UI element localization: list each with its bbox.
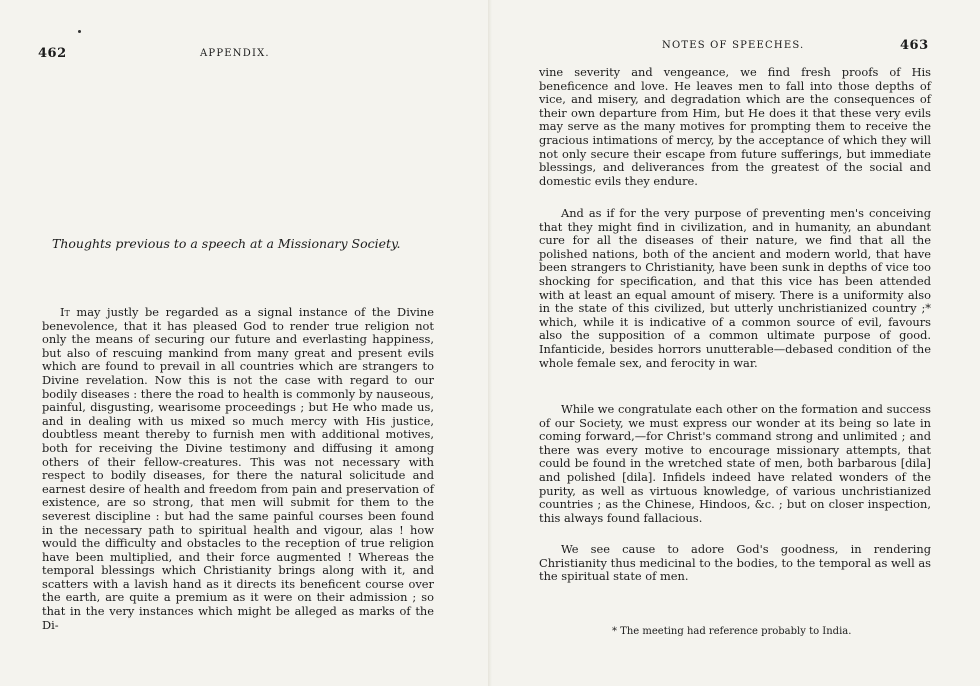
left-body-text: may justly be regarded as a signal instance of the Divine benevolence, that it has pleased God to render true religion not only the means of securing our future and everlasting happiness, but also of rescuing mankind from many great and present evils which are found to prevail in all countries which are strangers to Divine revelation. Now this is not the case with regard to our bodily diseases : there the road to health is commonly by nauseous, painful, disgusting, wearisome proceedings ; but He who made us, and in dealing with us mixed so much mercy with His justice, doubtless meant thereby to furnish men with additional motives, both for receiving the Divine testimony and diffusing it among others of their fellow-creatures. This was not necessary with respect to bodily diseases, for there the natural solicitude and earnest desire of health and freedom from pain and preservation of existence, are so strong, that men will submit for them to the severest discipline : but had the same painful courses been found in the necessary path to spiritual health and vigour, alas ! how would the difficulty and obstacles to the reception of true religion have been multiplied, and their force augmented ! Whereas the temporal blessings which Christianity brings along with it, and scatters with a lavish hand as it directs its beneficent course over the earth, are quite a premium as it were on their admission ; so that in the very instances which might be alleged as marks of the Di- — [42, 305, 434, 632]
right-page-number: 463 — [900, 38, 929, 53]
left-running-head: APPENDIX. — [200, 48, 270, 59]
right-paragraph-1: vine severity and vengeance, we find fresh proofs of His beneficence and love. He leaves men to fall into those depths of vice, and misery, and degradation which are the consequences of their own departure from Him, but He does it that these very evils may serve as the many motives for prompting them to receive the gracious intimations of mercy, by the acceptance of which they will not only secure their escape from future sufferings, but immediate blessings, and deliverances from the greatest of the social and domestic evils they endure. — [539, 65, 931, 188]
left-body-paragraph — [42, 306, 434, 632]
left-page-number: 462 — [38, 46, 67, 61]
drop-word: It — [60, 305, 70, 319]
ink-speck — [78, 30, 81, 33]
right-running-head: NOTES OF SPEECHES. — [662, 40, 805, 51]
section-title: Thoughts previous to a speech at a Missionary Society. — [52, 236, 401, 251]
footnote: * The meeting had reference probably to India. — [612, 626, 852, 637]
right-paragraph-3: While we congratulate each other on the formation and success of our Society, we must express our wonder at its being so late in coming forward,—for Christ's command strong and unlimited ; and there was every motive to encourage missionary attempts, that could be found in the wretched state of men, both barbarous [dila] and polished [dila]. Infidels indeed have related wonders of the purity, as well as virtuous knowledge, of various unchristianized countries ; as the Chinese, Hindoos, &c. ; but on closer inspection, this always found fallacious. — [539, 402, 931, 525]
right-paragraph-2: And as if for the very purpose of preventing men's conceiving that they might find in civilization, and in humanity, an abundant cure for all the diseases of their nature, we find that all the polished nations, both of the ancient and modern world, that have been strangers to Christianity, have been sunk in depths of vice too shocking for specification, and that this vice has been attended with at least an equal amount of misery. There is a uniformity also in the state of this civilized, but utterly unchristianized country ;* which, while it is indicative of a common source of evil, favours also the supposition of a common ultimate purpose of good. Infanticide, besides horrors unutterable—debased condition of the whole female sex, and ferocity in war. — [539, 206, 931, 370]
right-paragraph-4: We see cause to adore God's goodness, in rendering Christianity thus medicinal to the bodies, to the temporal as well as the spiritual state of men. — [539, 542, 931, 584]
